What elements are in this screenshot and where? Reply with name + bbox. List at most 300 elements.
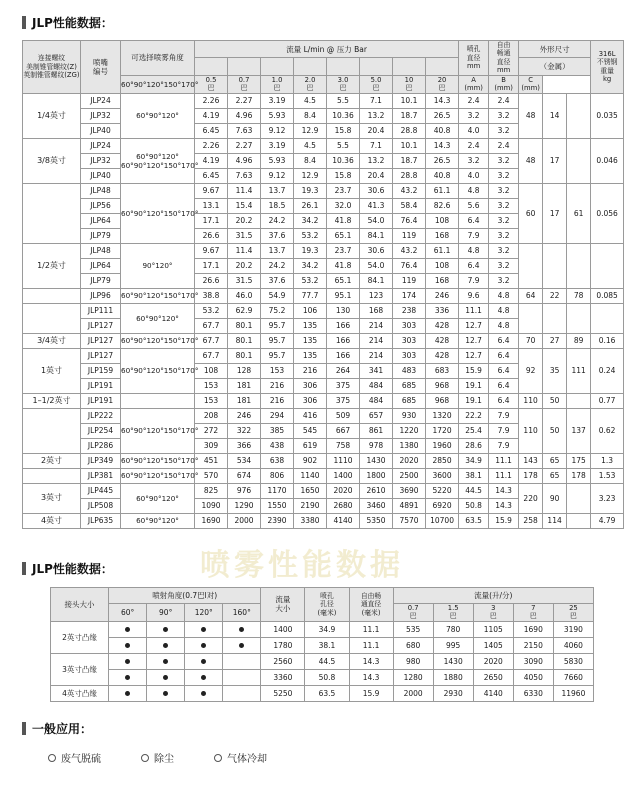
- free-passage-cell: 15.9: [489, 513, 519, 528]
- dim-b-cell: [543, 303, 567, 333]
- title-marker-icon: [22, 16, 26, 29]
- nozzle-number-cell: JLP48: [81, 183, 121, 198]
- flow-value-cell: 135: [294, 318, 327, 333]
- nozzle-number-cell: JLP32: [81, 108, 121, 123]
- orifice-cell: 25.4: [459, 423, 489, 438]
- flow-value-cell: 26.5: [426, 108, 459, 123]
- flow-value-cell: 1960: [426, 438, 459, 453]
- flow-value-cell: 7570: [393, 513, 426, 528]
- angle-dot-cell: [147, 685, 185, 701]
- orifice-cell: 12.7: [459, 348, 489, 363]
- nozzle-number-cell: JLP222: [81, 408, 121, 423]
- flow-value-cell: 483: [393, 363, 426, 378]
- nozzle-number-cell: JLP40: [81, 168, 121, 183]
- header-pressure: [360, 58, 393, 75]
- flow-value-cell: 6920: [426, 498, 459, 513]
- header-dimensions-sub: （金属）: [519, 58, 591, 75]
- flow-value-cell: 153: [195, 393, 228, 408]
- flow-value-cell: 17.1: [195, 258, 228, 273]
- flow-value-cell: 4.19: [195, 153, 228, 168]
- header-pressure-value: 20 巴: [426, 75, 459, 93]
- nozzle-number-cell: JLP381: [81, 468, 121, 483]
- flow-value-cell: 2680: [327, 498, 360, 513]
- flow-value-cell: 3380: [294, 513, 327, 528]
- orifice-dia-cell: 63.5: [305, 685, 349, 701]
- flow-value-cell: 2020: [327, 483, 360, 498]
- flow-value-cell: 14.3: [426, 93, 459, 108]
- flow-value-cell: 41.8: [327, 258, 360, 273]
- flow-value-cell: 306: [294, 393, 327, 408]
- flow-value-cell: 1380: [393, 438, 426, 453]
- thread-size-cell: [23, 408, 81, 453]
- flow-value-cell: 545: [294, 423, 327, 438]
- orifice-cell: 44.5: [459, 483, 489, 498]
- flow-value-cell: 246: [426, 288, 459, 303]
- dim-b-cell: 14: [543, 93, 567, 138]
- flow-value-cell: 4891: [393, 498, 426, 513]
- dim-c-cell: 137: [567, 408, 591, 453]
- angle-dot-cell: [109, 685, 147, 701]
- flow-value-cell: 8.4: [294, 108, 327, 123]
- flow-value-cell: 272: [195, 423, 228, 438]
- flow-value-cell: 214: [360, 348, 393, 363]
- free-passage-cell: 3.2: [489, 108, 519, 123]
- flow-value-cell: 861: [360, 423, 393, 438]
- flow-rate-cell: 3090: [513, 653, 553, 669]
- flow-rate-cell: 1880: [433, 669, 473, 685]
- angle-dot-cell: [185, 669, 223, 685]
- dim-b-cell: 17: [543, 183, 567, 243]
- nozzle-number-cell: JLP191: [81, 393, 121, 408]
- header-pressure-value: 0.7 巴: [228, 75, 261, 93]
- flow-value-cell: 166: [327, 318, 360, 333]
- dim-a-cell: 220: [519, 483, 543, 513]
- flow-value-cell: 18.7: [393, 108, 426, 123]
- flow-value-cell: 806: [261, 468, 294, 483]
- flow-value-cell: 17.1: [195, 213, 228, 228]
- thread-size-cell: 3英寸: [23, 483, 81, 513]
- free-dia-cell: 15.9: [349, 685, 393, 701]
- dim-c-cell: [567, 138, 591, 183]
- flow-value-cell: 4.5: [294, 93, 327, 108]
- application-item: [214, 750, 267, 765]
- flow-value-cell: 13.1: [195, 198, 228, 213]
- flow-size-cell: 3360: [261, 669, 305, 685]
- flow-value-cell: 375: [327, 378, 360, 393]
- dim-a-cell: 258: [519, 513, 543, 528]
- orifice-cell: 28.6: [459, 438, 489, 453]
- table2-row: [51, 621, 594, 637]
- watermark-text: 喷雾性能数据: [200, 548, 404, 583]
- flow-value-cell: 67.7: [195, 333, 228, 348]
- free-passage-cell: 14.3: [489, 483, 519, 498]
- dim-b-cell: 50: [543, 393, 567, 408]
- filled-dot-icon: [163, 643, 168, 648]
- free-passage-cell: 6.4: [489, 393, 519, 408]
- flow-value-cell: 683: [426, 363, 459, 378]
- dim-b-cell: 50: [543, 408, 567, 453]
- flow-value-cell: 214: [360, 318, 393, 333]
- free-passage-cell: 4.8: [489, 303, 519, 318]
- application-label: 废气脱硫: [61, 754, 101, 765]
- header-angles: 可选择喷雾角度: [121, 41, 195, 76]
- flow-value-cell: 2020: [393, 453, 426, 468]
- flow-rate-cell: 5830: [553, 653, 593, 669]
- header-flow: 流量 L/min @ 压力 Bar: [195, 41, 459, 58]
- flow-rate-cell: 1690: [513, 621, 553, 637]
- free-passage-cell: 7.9: [489, 438, 519, 453]
- flow-value-cell: 2.27: [228, 138, 261, 153]
- flow-value-cell: 19.3: [294, 183, 327, 198]
- flow-value-cell: 9.67: [195, 243, 228, 258]
- spray-angle-cell: 60°90°120°150°170°: [121, 333, 195, 348]
- angle-dot-cell: [185, 637, 223, 653]
- header-pressure-value: 5.0 巴: [360, 75, 393, 93]
- thread-size-cell: [23, 288, 81, 303]
- orifice-cell: 7.9: [459, 273, 489, 288]
- weight-cell: [591, 243, 624, 288]
- flow-value-cell: 2390: [261, 513, 294, 528]
- angle-dot-cell: [223, 669, 261, 685]
- angle-dot-cell: [109, 669, 147, 685]
- flow-value-cell: 3.19: [261, 93, 294, 108]
- weight-cell: 1.53: [591, 468, 624, 483]
- flow-value-cell: 46.0: [228, 288, 261, 303]
- flow-value-cell: 76.4: [393, 258, 426, 273]
- flow-rate-cell: 11960: [553, 685, 593, 701]
- flow-value-cell: 2610: [360, 483, 393, 498]
- second-table-title: JLP性能数据：: [32, 562, 113, 576]
- orifice-cell: 4.0: [459, 123, 489, 138]
- flow-value-cell: 4.5: [294, 138, 327, 153]
- spray-angle-cell: [121, 393, 195, 408]
- flow-value-cell: 534: [228, 453, 261, 468]
- header-pressure: [228, 58, 261, 75]
- flow-value-cell: 135: [294, 333, 327, 348]
- flow-value-cell: 976: [228, 483, 261, 498]
- thread-size-cell: 2英寸: [23, 453, 81, 468]
- nozzle-number-cell: JLP254: [81, 423, 121, 438]
- flow-value-cell: 7.63: [228, 168, 261, 183]
- flow-value-cell: 309: [195, 438, 228, 453]
- table-row: [23, 93, 624, 108]
- flow-value-cell: 153: [195, 378, 228, 393]
- orifice-cell: 9.6: [459, 288, 489, 303]
- angle-dot-cell: [223, 653, 261, 669]
- flow-rate-cell: 7660: [553, 669, 593, 685]
- header-free-passage: 自由 畅通 直径 mm: [489, 41, 519, 76]
- flow-value-cell: 1090: [195, 498, 228, 513]
- nozzle-number-cell: JLP64: [81, 258, 121, 273]
- orifice-cell: 50.8: [459, 498, 489, 513]
- flow-value-cell: 619: [294, 438, 327, 453]
- header-free-dia: 自由畅 通直径 (毫米): [349, 588, 393, 622]
- flow-value-cell: 968: [426, 378, 459, 393]
- flow-value-cell: 26.6: [195, 273, 228, 288]
- flow-value-cell: 80.1: [228, 318, 261, 333]
- flow-value-cell: 130: [327, 303, 360, 318]
- header-dim-c: C (mm): [519, 75, 543, 93]
- application-label: 除尘: [154, 754, 174, 765]
- flow-value-cell: 15.8: [327, 123, 360, 138]
- flow-value-cell: 54.0: [360, 258, 393, 273]
- flow-value-cell: 95.7: [261, 318, 294, 333]
- dim-a-cell: 143: [519, 453, 543, 468]
- flow-value-cell: 238: [393, 303, 426, 318]
- flow-value-cell: 181: [228, 393, 261, 408]
- dim-a-cell: 110: [519, 393, 543, 408]
- header-weight: 316L 不锈钢 重量 kg: [591, 41, 624, 94]
- free-dia-cell: 14.3: [349, 653, 393, 669]
- filled-dot-icon: [125, 659, 130, 664]
- flow-rate-cell: 1430: [433, 653, 473, 669]
- flow-value-cell: 15.8: [327, 168, 360, 183]
- flow-value-cell: 62.9: [228, 303, 261, 318]
- dim-b-cell: 17: [543, 138, 567, 183]
- dim-c-cell: 178: [567, 468, 591, 483]
- dim-c-cell: [567, 303, 591, 333]
- flow-value-cell: 3.19: [261, 138, 294, 153]
- free-passage-cell: 3.2: [489, 243, 519, 258]
- weight-cell: 0.24: [591, 348, 624, 393]
- flow-value-cell: 10700: [426, 513, 459, 528]
- free-passage-cell: 3.2: [489, 273, 519, 288]
- bullet-circle-icon: [214, 754, 222, 762]
- flow-value-cell: 40.8: [426, 168, 459, 183]
- flow-value-cell: 5350: [360, 513, 393, 528]
- dim-a-cell: [519, 303, 543, 333]
- flow-value-cell: 13.2: [360, 153, 393, 168]
- header-pressure-value: 2.0 巴: [294, 75, 327, 93]
- flow-rate-cell: 980: [393, 653, 433, 669]
- flow-value-cell: 26.1: [294, 198, 327, 213]
- dim-b-cell: 65: [543, 453, 567, 468]
- orifice-cell: 3.2: [459, 153, 489, 168]
- orifice-cell: 4.8: [459, 183, 489, 198]
- free-passage-cell: 3.2: [489, 123, 519, 138]
- angle-dot-cell: [109, 653, 147, 669]
- flow-value-cell: 31.5: [228, 273, 261, 288]
- flow-value-cell: 2000: [228, 513, 261, 528]
- flow-value-cell: 119: [393, 273, 426, 288]
- flow-value-cell: 11.4: [228, 183, 261, 198]
- thread-size-cell: [23, 183, 81, 243]
- flow-value-cell: 13.2: [360, 108, 393, 123]
- bullet-circle-icon: [141, 754, 149, 762]
- flow-value-cell: 968: [426, 393, 459, 408]
- flow-value-cell: 168: [360, 303, 393, 318]
- header-pressure-value: 3.0 巴: [327, 75, 360, 93]
- applications-title: 一般应用：: [32, 722, 93, 736]
- flow-value-cell: 30.6: [360, 243, 393, 258]
- table-row: [23, 468, 624, 483]
- flow-rate-cell: 680: [393, 637, 433, 653]
- flow-value-cell: 3600: [426, 468, 459, 483]
- free-dia-cell: 14.3: [349, 669, 393, 685]
- thread-size-cell: [23, 303, 81, 333]
- orifice-cell: 12.7: [459, 318, 489, 333]
- flow-value-cell: 10.1: [393, 138, 426, 153]
- flow-rate-cell: 535: [393, 621, 433, 637]
- free-passage-cell: 2.4: [489, 138, 519, 153]
- nozzle-number-cell: JLP24: [81, 93, 121, 108]
- flow-value-cell: 19.3: [294, 243, 327, 258]
- angle-dot-cell: [223, 621, 261, 637]
- bullet-circle-icon: [48, 754, 56, 762]
- nozzle-number-cell: JLP96: [81, 288, 121, 303]
- thread-size-cell: 1/2英寸: [23, 243, 81, 288]
- flow-value-cell: 77.7: [294, 288, 327, 303]
- angle-dot-cell: [147, 653, 185, 669]
- flow-value-cell: 128: [228, 363, 261, 378]
- filled-dot-icon: [201, 659, 206, 664]
- free-passage-cell: 3.2: [489, 213, 519, 228]
- angle-dot-cell: [147, 669, 185, 685]
- flow-value-cell: 12.9: [294, 168, 327, 183]
- flow-value-cell: 2.26: [195, 138, 228, 153]
- joint-size-cell: 3英寸凸缘: [51, 653, 109, 685]
- flow-rate-cell: 4060: [553, 637, 593, 653]
- free-passage-cell: 6.4: [489, 363, 519, 378]
- flow-value-cell: 166: [327, 333, 360, 348]
- flow-value-cell: 18.7: [393, 153, 426, 168]
- free-passage-cell: 3.2: [489, 228, 519, 243]
- angle-dot-cell: [185, 653, 223, 669]
- table-header-row: [23, 41, 624, 58]
- flow-value-cell: 80.1: [228, 333, 261, 348]
- flow-rate-cell: 995: [433, 637, 473, 653]
- weight-cell: 0.046: [591, 138, 624, 183]
- table-row: [23, 483, 624, 498]
- flow-value-cell: 685: [393, 393, 426, 408]
- flow-value-cell: 4140: [327, 513, 360, 528]
- flow-value-cell: 41.8: [327, 213, 360, 228]
- flow-rate-cell: 780: [433, 621, 473, 637]
- flow-value-cell: 303: [393, 348, 426, 363]
- free-passage-cell: 7.9: [489, 423, 519, 438]
- table-row: [23, 453, 624, 468]
- spray-angle-cell: 60°90°120°150°170°: [121, 288, 195, 303]
- application-label: 气体冷却: [227, 754, 267, 765]
- spray-angle-cell: 60°90°120°: [121, 483, 195, 513]
- dim-a-cell: 70: [519, 333, 543, 348]
- free-passage-cell: 14.3: [489, 498, 519, 513]
- free-passage-cell: 7.9: [489, 408, 519, 423]
- header-orifice-dia: 喷孔 孔径 (毫米): [305, 588, 349, 622]
- free-passage-cell: 6.4: [489, 333, 519, 348]
- orifice-dia-cell: 34.9: [305, 621, 349, 637]
- flow-value-cell: 1320: [426, 408, 459, 423]
- flow-value-cell: 930: [393, 408, 426, 423]
- dim-a-cell: 60: [519, 183, 543, 243]
- orifice-cell: 38.1: [459, 468, 489, 483]
- flow-value-cell: 1430: [360, 453, 393, 468]
- nozzle-number-cell: JLP64: [81, 213, 121, 228]
- flow-value-cell: 1400: [327, 468, 360, 483]
- flow-value-cell: 95.7: [261, 348, 294, 363]
- flow-value-cell: 53.2: [195, 303, 228, 318]
- flow-value-cell: 153: [261, 363, 294, 378]
- nozzle-number-cell: JLP32: [81, 153, 121, 168]
- spray-angle-cell: 60°90°120°150°170°: [121, 453, 195, 468]
- thread-size-cell: 3/8英寸: [23, 138, 81, 183]
- free-dia-cell: 11.1: [349, 637, 393, 653]
- dim-c-cell: 61: [567, 183, 591, 243]
- spray-angle-cell: 60°90°120°150°170°: [121, 408, 195, 453]
- flow-value-cell: 67.7: [195, 318, 228, 333]
- flow-value-cell: 34.2: [294, 258, 327, 273]
- flow-value-cell: 10.1: [393, 93, 426, 108]
- flow-value-cell: 18.5: [261, 198, 294, 213]
- flow-value-cell: 216: [261, 378, 294, 393]
- application-item: [141, 750, 174, 765]
- angle-dot-cell: [109, 637, 147, 653]
- flow-value-cell: 53.2: [294, 273, 327, 288]
- flow-value-cell: 20.2: [228, 213, 261, 228]
- flow-value-cell: 451: [195, 453, 228, 468]
- table2-row: [51, 685, 594, 701]
- flow-rate-cell: 2930: [433, 685, 473, 701]
- spray-angle-cell: 60°90°120°150°170°: [121, 348, 195, 393]
- header-orifice: 喷孔 直径 mm: [459, 41, 489, 76]
- table-row: [23, 243, 624, 258]
- flow-value-cell: 5220: [426, 483, 459, 498]
- free-passage-cell: 6.4: [489, 348, 519, 363]
- angle-dot-cell: [109, 621, 147, 637]
- dim-c-cell: [567, 393, 591, 408]
- title-marker-icon-2: [22, 562, 26, 575]
- free-passage-cell: 4.8: [489, 288, 519, 303]
- flow-value-cell: 75.2: [261, 303, 294, 318]
- flow-value-cell: 119: [393, 228, 426, 243]
- angle-dot-cell: [147, 621, 185, 637]
- flow-value-cell: 24.2: [261, 258, 294, 273]
- flow-value-cell: 54.9: [261, 288, 294, 303]
- flow-value-cell: 5.5: [327, 138, 360, 153]
- header-pressure: [426, 58, 459, 75]
- flow-size-cell: 5250: [261, 685, 305, 701]
- flow-value-cell: 638: [261, 453, 294, 468]
- free-passage-cell: 3.2: [489, 183, 519, 198]
- flow-value-cell: 13.7: [261, 183, 294, 198]
- table2-header-row: [51, 588, 594, 604]
- filled-dot-icon: [125, 691, 130, 696]
- flow-value-cell: 174: [393, 288, 426, 303]
- header-pressure-value: 3 巴: [473, 604, 513, 622]
- free-passage-cell: 11.1: [489, 468, 519, 483]
- orifice-cell: 11.1: [459, 303, 489, 318]
- flow-value-cell: 31.5: [228, 228, 261, 243]
- flow-value-cell: 65.1: [327, 273, 360, 288]
- flow-value-cell: 5.93: [261, 108, 294, 123]
- flow-value-cell: 84.1: [360, 228, 393, 243]
- flow-value-cell: 336: [426, 303, 459, 318]
- flow-size-cell: 1400: [261, 621, 305, 637]
- filled-dot-icon: [239, 627, 244, 632]
- flow-value-cell: 12.9: [294, 123, 327, 138]
- flow-value-cell: 978: [360, 438, 393, 453]
- joint-size-cell: 4英寸凸缘: [51, 685, 109, 701]
- flow-value-cell: 108: [195, 363, 228, 378]
- jlp-flange-table: [50, 587, 594, 702]
- thread-size-cell: 1/4英寸: [23, 93, 81, 138]
- weight-cell: 0.035: [591, 93, 624, 138]
- flow-value-cell: 428: [426, 318, 459, 333]
- table-row: [23, 138, 624, 153]
- angle-dot-cell: [185, 621, 223, 637]
- free-passage-cell: 3.2: [489, 153, 519, 168]
- nozzle-number-cell: JLP127: [81, 318, 121, 333]
